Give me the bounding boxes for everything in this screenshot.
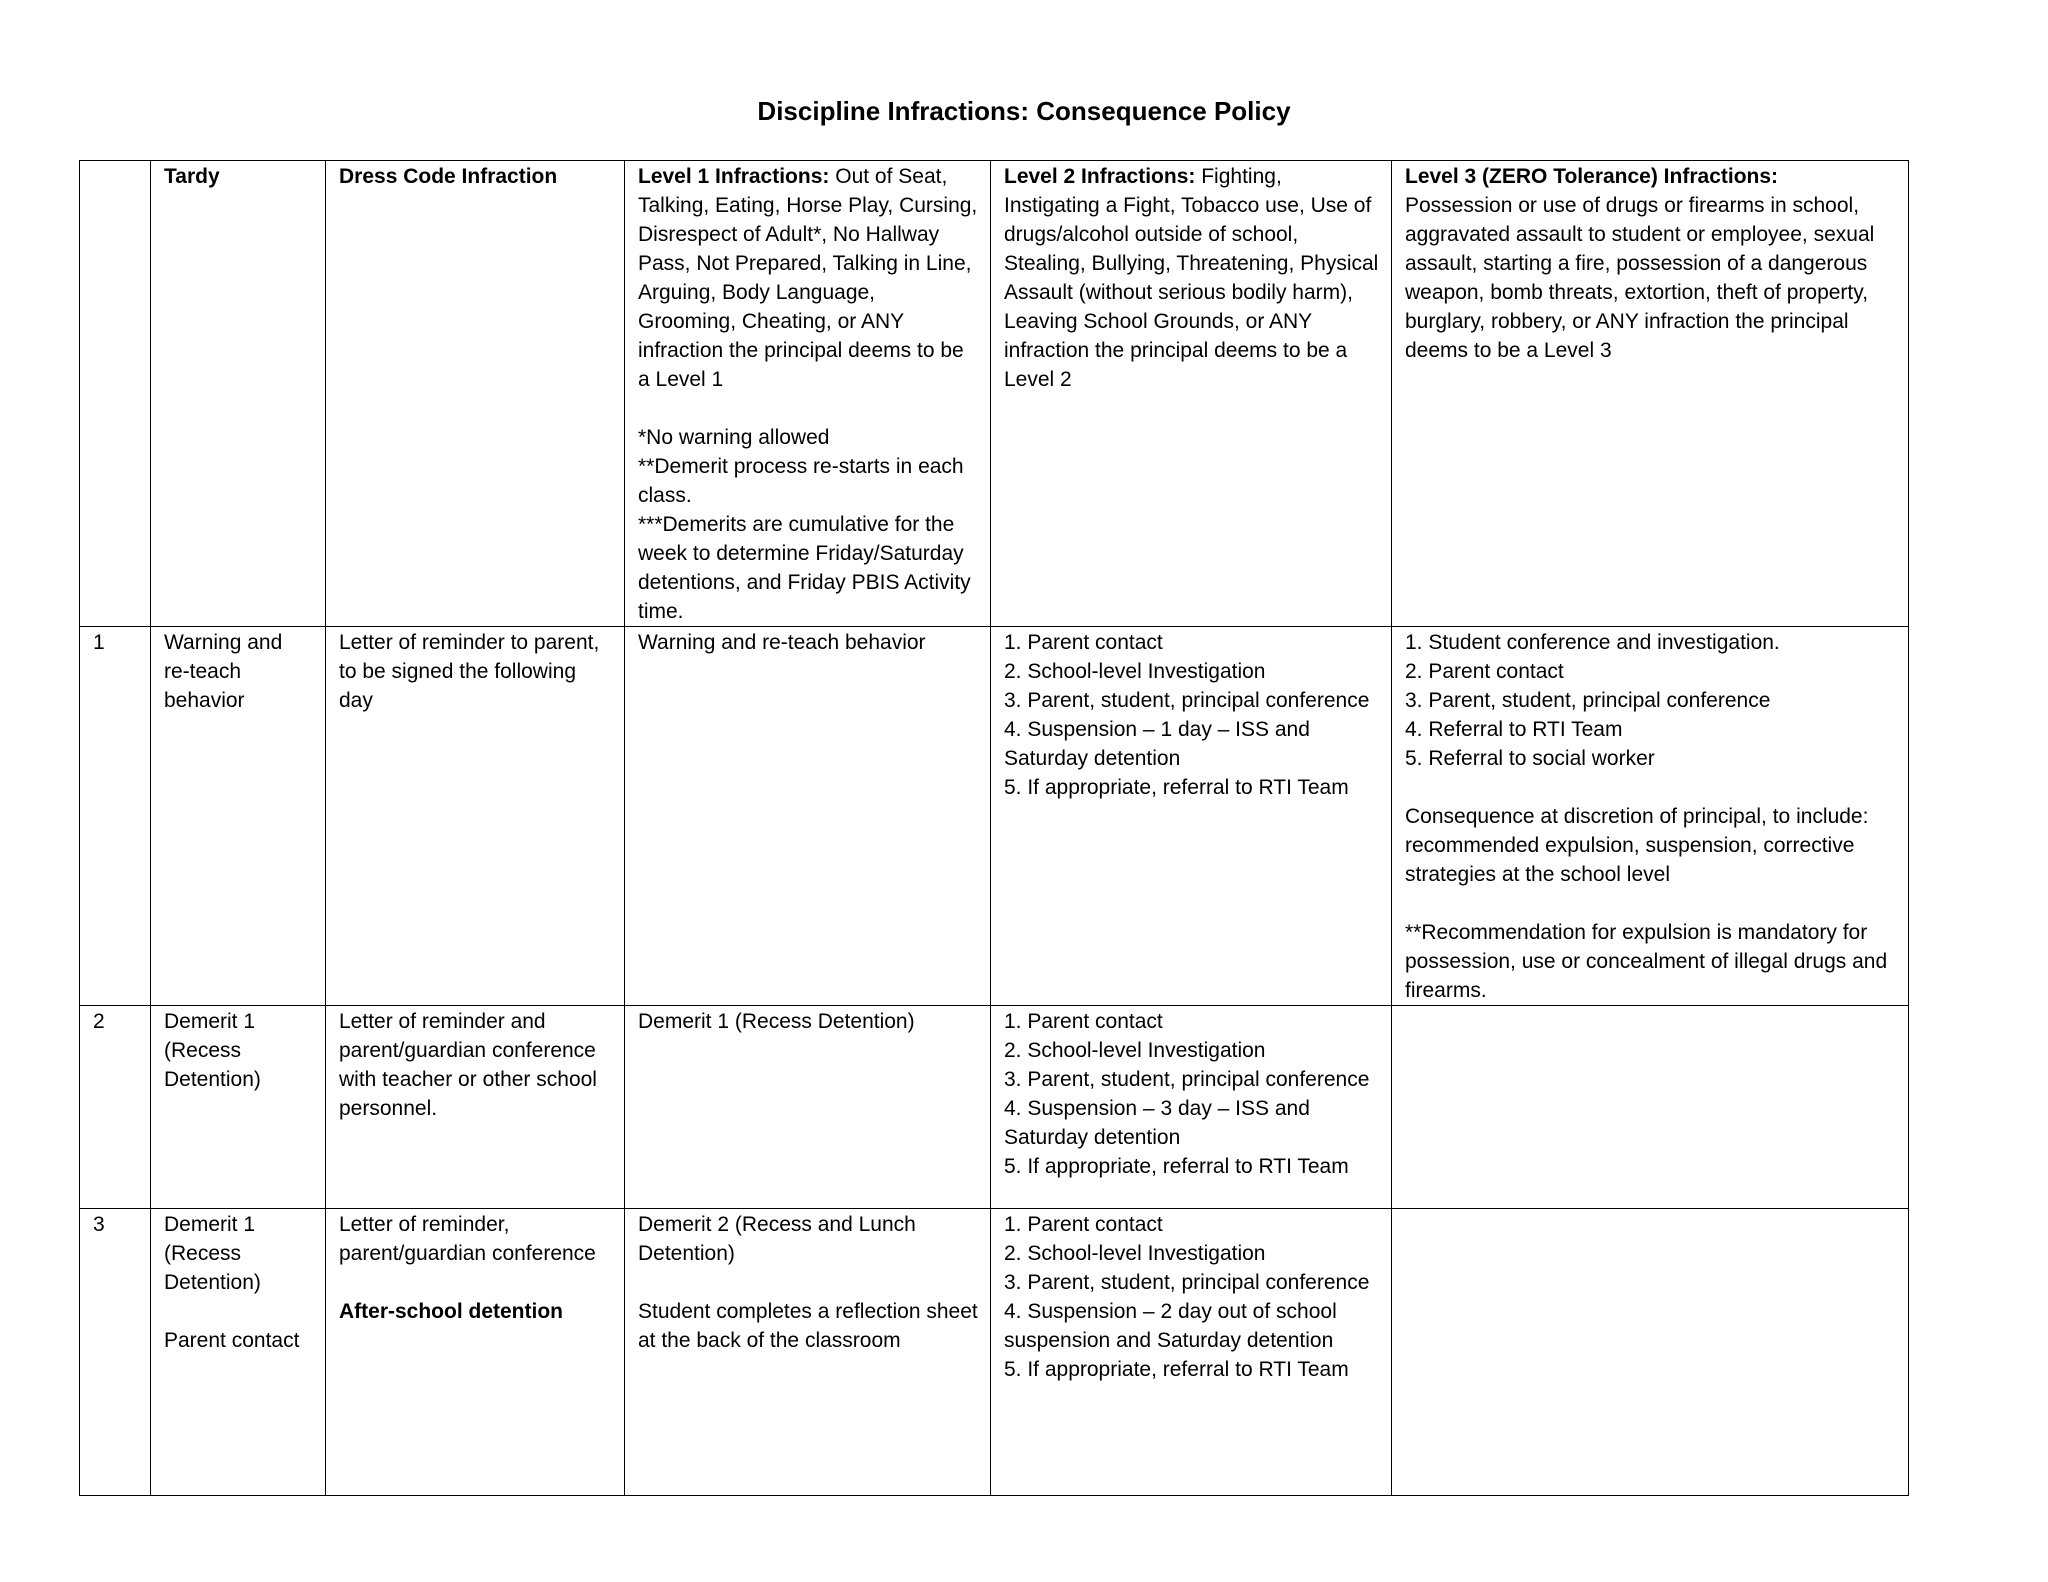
dress-code-cell: Letter of reminder to parent, to be signed the following day — [326, 627, 625, 1006]
level3-cell — [1392, 1209, 1909, 1496]
level1-text: Out of Seat, Talking, Eating, Horse Play, Cursing, Disrespect of Adult*, No Hallway Pass, Not Prepared, Talking in Line, Arguing, Body Language, Grooming, Cheating, or ANY infraction the principal deems to be a Level 1 — [638, 165, 978, 391]
table-row — [80, 1006, 1909, 1209]
list-item: 4. Referral to RTI Team — [1405, 718, 1623, 741]
list-item: 1. Parent contact — [1004, 1213, 1163, 1236]
tardy-consequence: Demerit 1 (Recess Detention) — [164, 1213, 261, 1294]
list-item: 1. Parent contact — [1004, 631, 1163, 654]
level2-cell — [991, 1209, 1392, 1496]
header-level1 — [625, 161, 991, 627]
list-item: 3. Parent, student, principal conference — [1405, 689, 1771, 712]
level1-cell: Warning and re-teach behavior — [625, 627, 991, 1006]
level3-expulsion-note: **Recommendation for expulsion is mandatory for possession, use or concealment of illegal drugs and firearms. — [1405, 921, 1888, 1002]
list-item: 3. Parent, student, principal conference — [1004, 1068, 1370, 1091]
level1-label: Level 1 Infractions: — [638, 165, 830, 188]
header-level2 — [991, 161, 1392, 627]
level1-note: **Demerit process re-starts in each class. — [638, 455, 964, 507]
list-item: 5. If appropriate, referral to RTI Team — [1004, 1358, 1349, 1381]
level1-consequence: Student completes a reflection sheet at the back of the classroom — [638, 1300, 978, 1352]
level3-discretion-text: Consequence at discretion of principal, to include: recommended expulsion, suspension, corrective strategies at the school level — [1405, 805, 1869, 886]
level2-text: Fighting, Instigating a Fight, Tobacco use, Use of drugs/alcohol outside of school, Stealing, Bullying, Threatening, Physical Assault (without serious bodily harm), Leaving School Grounds, or ANY infraction the principal deems to be a Level 2 — [1004, 165, 1379, 391]
level3-text: Possession or use of drugs or firearms in school, aggravated assault to student or employee, sexual assault, starting a fire, possession of a dangerous weapon, bomb threats, extortion, theft of property, burglary, robbery, or ANY infraction the principal deems to be a Level 3 — [1405, 194, 1875, 362]
table-row — [80, 1209, 1909, 1496]
page-title: Discipline Infractions: Consequence Policy — [757, 96, 1291, 126]
list-item: 2. Parent contact — [1405, 660, 1564, 683]
tardy-cell: Demerit 1 (Recess Detention) — [151, 1006, 326, 1209]
header-dress-code: Dress Code Infraction — [326, 161, 625, 627]
header-num-cell — [80, 161, 151, 627]
dress-code-cell: Letter of reminder and parent/guardian conference with teacher or other school personnel. — [326, 1006, 625, 1209]
list-item: 4. Suspension – 2 day out of school suspension and Saturday detention — [1004, 1300, 1337, 1352]
level2-label: Level 2 Infractions: — [1004, 165, 1196, 188]
list-item: 3. Parent, student, principal conference — [1004, 1271, 1370, 1294]
consequence-table — [79, 160, 1909, 1496]
header-level3 — [1392, 161, 1909, 627]
table-row — [80, 627, 1909, 1006]
list-item: 2. School-level Investigation — [1004, 1039, 1266, 1062]
level1-cell — [625, 1209, 991, 1496]
level2-cell — [991, 627, 1392, 1006]
row-number: 2 — [80, 1006, 151, 1209]
list-item: 4. Suspension – 1 day – ISS and Saturday detention — [1004, 718, 1310, 770]
level1-consequence: Demerit 2 (Recess and Lunch Detention) — [638, 1213, 916, 1265]
row-number: 3 — [80, 1209, 151, 1496]
level3-cell — [1392, 1006, 1909, 1209]
list-item: 2. School-level Investigation — [1004, 660, 1266, 683]
tardy-cell — [151, 1209, 326, 1496]
dress-code-cell — [326, 1209, 625, 1496]
list-item: 5. Referral to social worker — [1405, 747, 1655, 770]
tardy-cell: Warning and re-teach behavior — [151, 627, 326, 1006]
tardy-consequence: Parent contact — [164, 1329, 300, 1352]
list-item: 1. Student conference and investigation. — [1405, 631, 1780, 654]
level3-label: Level 3 (ZERO Tolerance) Infractions: — [1405, 165, 1779, 188]
level1-note: ***Demerits are cumulative for the week to determine Friday/Saturday detentions, and Friday PBIS Activity time. — [638, 513, 971, 623]
header-tardy: Tardy — [151, 161, 326, 627]
list-item: 5. If appropriate, referral to RTI Team — [1004, 776, 1349, 799]
level2-cell — [991, 1006, 1392, 1209]
level3-cell — [1392, 627, 1909, 1006]
dress-code-detention: After-school detention — [339, 1300, 563, 1323]
list-item: 2. School-level Investigation — [1004, 1242, 1266, 1265]
row-number: 1 — [80, 627, 151, 1006]
list-item: 3. Parent, student, principal conference — [1004, 689, 1370, 712]
list-item: 5. If appropriate, referral to RTI Team — [1004, 1155, 1349, 1178]
level1-cell: Demerit 1 (Recess Detention) — [625, 1006, 991, 1209]
list-item: 4. Suspension – 3 day – ISS and Saturday detention — [1004, 1097, 1310, 1149]
header-row — [80, 161, 1909, 627]
level1-note: *No warning allowed — [638, 426, 830, 449]
list-item: 1. Parent contact — [1004, 1010, 1163, 1033]
dress-code-consequence: Letter of reminder, parent/guardian conference — [339, 1213, 596, 1265]
